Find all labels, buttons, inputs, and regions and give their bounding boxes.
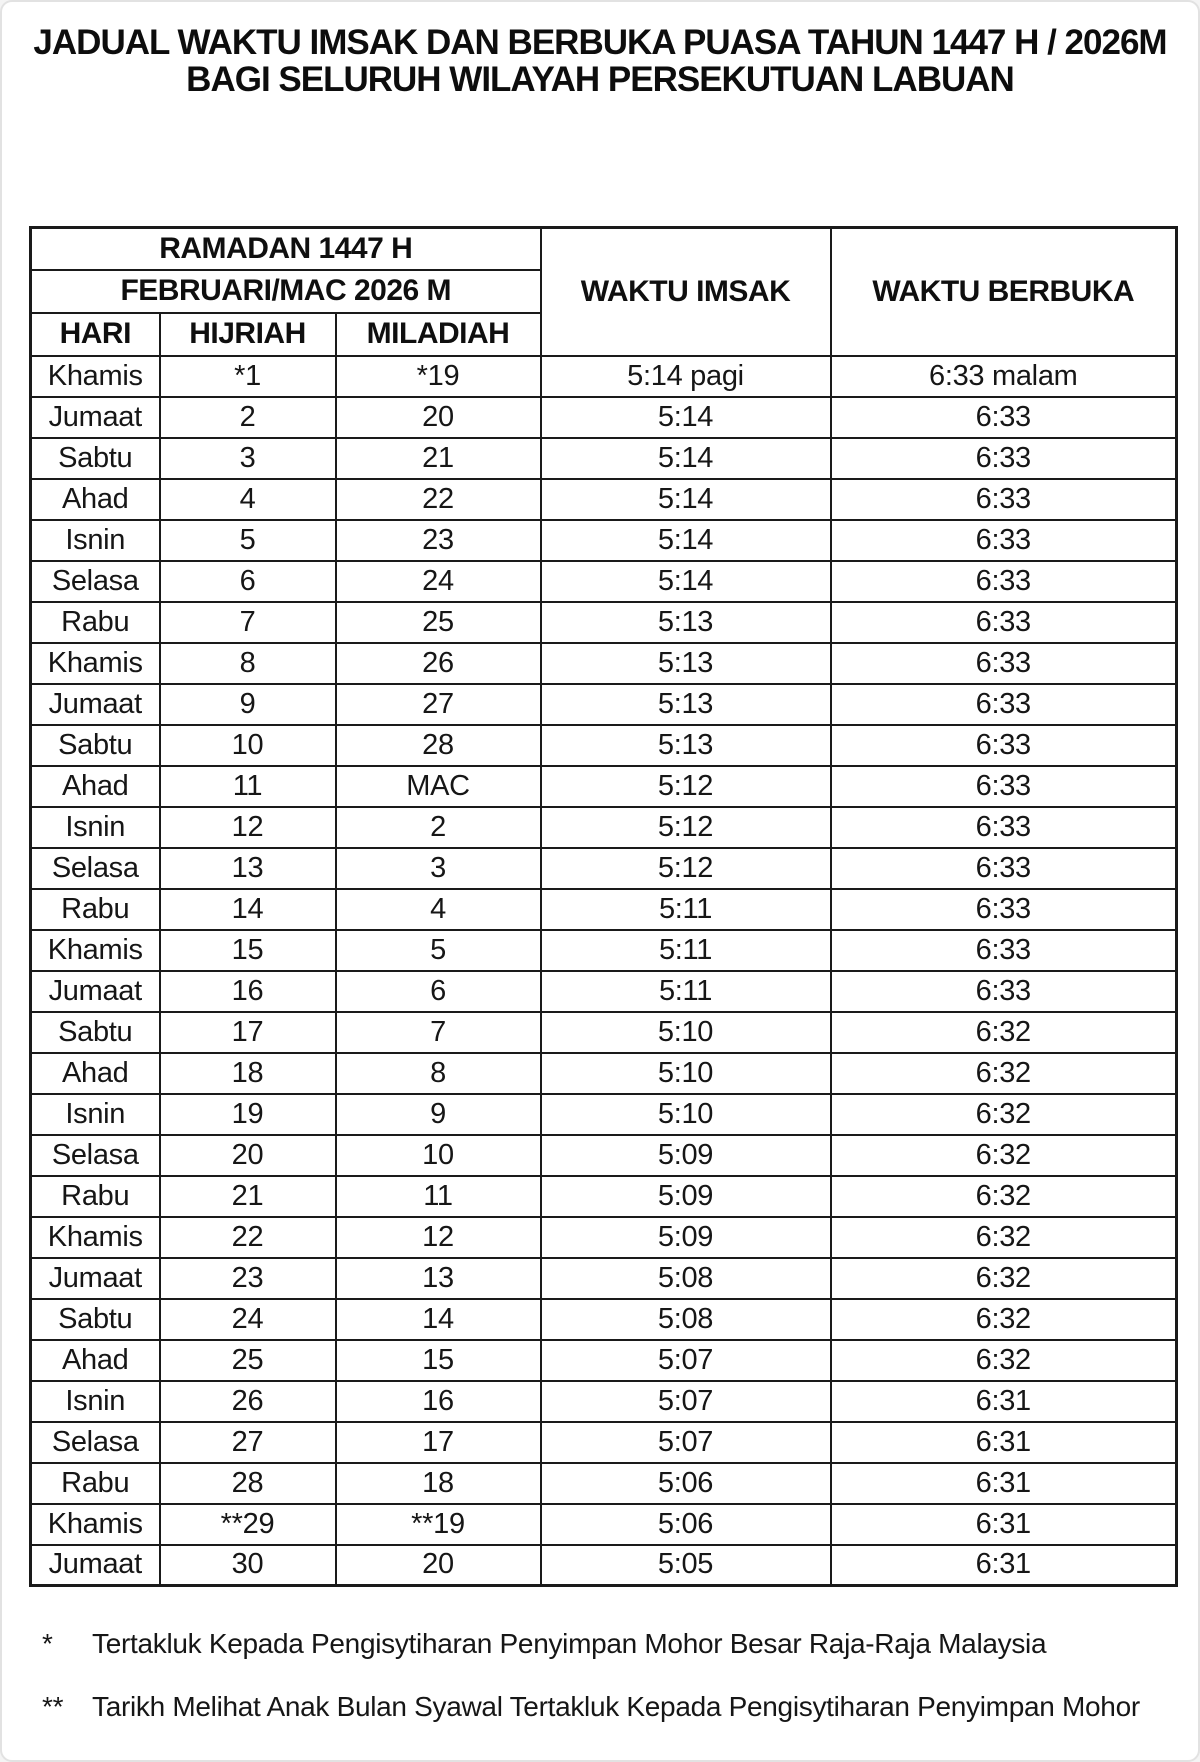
cell-waktu-berbuka: 6:32	[831, 1176, 1177, 1217]
cell-miladiah: 9	[336, 1094, 541, 1135]
page-title-line-1: JADUAL WAKTU IMSAK DAN BERBUKA PUASA TAHUN 1447 H / 2026M	[33, 23, 1167, 62]
cell-miladiah: 20	[336, 397, 541, 438]
footnote-text: Tarikh Melihat Anak Bulan Syawal Tertakluk Kepada Pengisytiharan Penyimpan Mohor	[92, 1691, 1140, 1722]
cell-hari: Ahad	[31, 766, 160, 807]
schedule-row	[31, 889, 1177, 930]
cell-hari: Khamis	[31, 1504, 160, 1545]
cell-hari: Rabu	[31, 1463, 160, 1504]
schedule-row	[31, 1504, 1177, 1545]
cell-waktu-berbuka: 6:33	[831, 807, 1177, 848]
cell-waktu-berbuka: 6:33	[831, 766, 1177, 807]
schedule-row	[31, 356, 1177, 397]
cell-hijriah: 8	[160, 643, 336, 684]
cell-hijriah: 4	[160, 479, 336, 520]
cell-waktu-berbuka: 6:33	[831, 397, 1177, 438]
schedule-row	[31, 1176, 1177, 1217]
schedule-row	[31, 930, 1177, 971]
schedule-row	[31, 1381, 1177, 1422]
schedule-row	[31, 643, 1177, 684]
cell-hari: Sabtu	[31, 1012, 160, 1053]
cell-hijriah: 28	[160, 1463, 336, 1504]
cell-hijriah: 30	[160, 1545, 336, 1586]
cell-waktu-imsak: 5:09	[541, 1217, 831, 1258]
cell-hijriah: 5	[160, 520, 336, 561]
cell-waktu-imsak: 5:11	[541, 930, 831, 971]
cell-hijriah: 18	[160, 1053, 336, 1094]
cell-hari: Rabu	[31, 889, 160, 930]
schedule-row	[31, 725, 1177, 766]
footnote-double-asterisk	[42, 1691, 1172, 1723]
cell-miladiah: 16	[336, 1381, 541, 1422]
cell-hari: Jumaat	[31, 397, 160, 438]
schedule-row	[31, 561, 1177, 602]
footnote-text: Tertakluk Kepada Pengisytiharan Penyimpan Mohor Besar Raja-Raja Malaysia	[92, 1628, 1047, 1659]
cell-miladiah: 25	[336, 602, 541, 643]
cell-waktu-berbuka: 6:33	[831, 889, 1177, 930]
header-waktu-berbuka: WAKTU BERBUKA	[831, 228, 1177, 356]
cell-waktu-imsak: 5:09	[541, 1135, 831, 1176]
cell-miladiah: 21	[336, 438, 541, 479]
cell-waktu-berbuka: 6:32	[831, 1299, 1177, 1340]
cell-hari: Jumaat	[31, 971, 160, 1012]
schedule-row	[31, 1545, 1177, 1586]
cell-hari: Isnin	[31, 1094, 160, 1135]
table-header	[31, 228, 1177, 356]
cell-hari: Selasa	[31, 1135, 160, 1176]
cell-waktu-berbuka: 6:32	[831, 1135, 1177, 1176]
cell-waktu-berbuka: 6:31	[831, 1504, 1177, 1545]
cell-hijriah: 7	[160, 602, 336, 643]
cell-hijriah: 21	[160, 1176, 336, 1217]
cell-miladiah: 23	[336, 520, 541, 561]
cell-hari: Selasa	[31, 1422, 160, 1463]
cell-miladiah: 12	[336, 1217, 541, 1258]
cell-waktu-imsak: 5:11	[541, 971, 831, 1012]
schedule-row	[31, 684, 1177, 725]
header-waktu-imsak: WAKTU IMSAK	[541, 228, 831, 356]
cell-miladiah: 22	[336, 479, 541, 520]
cell-hari: Isnin	[31, 807, 160, 848]
schedule-row	[31, 1463, 1177, 1504]
schedule-row	[31, 807, 1177, 848]
cell-hari: Rabu	[31, 602, 160, 643]
cell-hari: Isnin	[31, 1381, 160, 1422]
cell-hari: Jumaat	[31, 1258, 160, 1299]
cell-waktu-imsak: 5:12	[541, 766, 831, 807]
cell-miladiah: 5	[336, 930, 541, 971]
cell-waktu-berbuka: 6:32	[831, 1012, 1177, 1053]
footnote-marker: **	[42, 1691, 64, 1722]
cell-hijriah: 24	[160, 1299, 336, 1340]
schedule-row	[31, 1299, 1177, 1340]
cell-miladiah: 15	[336, 1340, 541, 1381]
page-title-line-2: BAGI SELURUH WILAYAH PERSEKUTUAN LABUAN	[186, 60, 1014, 100]
cell-waktu-imsak: 5:08	[541, 1299, 831, 1340]
cell-hijriah: 9	[160, 684, 336, 725]
cell-hijriah: 14	[160, 889, 336, 930]
cell-hijriah: 23	[160, 1258, 336, 1299]
cell-hari: Ahad	[31, 1053, 160, 1094]
cell-waktu-berbuka: 6:33	[831, 479, 1177, 520]
cell-miladiah: *19	[336, 356, 541, 397]
cell-waktu-berbuka: 6:33	[831, 561, 1177, 602]
cell-waktu-berbuka: 6:32	[831, 1053, 1177, 1094]
cell-waktu-imsak: 5:08	[541, 1258, 831, 1299]
cell-waktu-berbuka: 6:33	[831, 520, 1177, 561]
cell-waktu-imsak: 5:14	[541, 397, 831, 438]
header-miladiah: MILADIAH	[336, 313, 541, 356]
cell-waktu-berbuka: 6:33	[831, 602, 1177, 643]
cell-miladiah: 6	[336, 971, 541, 1012]
cell-waktu-imsak: 5:14	[541, 479, 831, 520]
cell-hijriah: 2	[160, 397, 336, 438]
cell-hijriah: 19	[160, 1094, 336, 1135]
schedule-row	[31, 1053, 1177, 1094]
cell-hijriah: 12	[160, 807, 336, 848]
cell-hijriah: 13	[160, 848, 336, 889]
footnotes	[42, 1628, 1172, 1754]
cell-waktu-berbuka: 6:33	[831, 684, 1177, 725]
cell-waktu-berbuka: 6:33	[831, 643, 1177, 684]
cell-waktu-imsak: 5:13	[541, 643, 831, 684]
cell-miladiah: 17	[336, 1422, 541, 1463]
cell-hari: Selasa	[31, 561, 160, 602]
cell-waktu-berbuka: 6:33 malam	[831, 356, 1177, 397]
schedule-row	[31, 766, 1177, 807]
cell-waktu-berbuka: 6:32	[831, 1217, 1177, 1258]
cell-waktu-berbuka: 6:31	[831, 1463, 1177, 1504]
header-hijriah: HIJRIAH	[160, 313, 336, 356]
cell-hari: Ahad	[31, 479, 160, 520]
cell-waktu-imsak: 5:14	[541, 438, 831, 479]
cell-hijriah: **29	[160, 1504, 336, 1545]
cell-hari: Sabtu	[31, 438, 160, 479]
cell-waktu-imsak: 5:10	[541, 1094, 831, 1135]
schedule-row	[31, 397, 1177, 438]
cell-waktu-imsak: 5:10	[541, 1053, 831, 1094]
cell-hari: Sabtu	[31, 725, 160, 766]
cell-waktu-berbuka: 6:32	[831, 1094, 1177, 1135]
cell-miladiah: 27	[336, 684, 541, 725]
schedule-row	[31, 1217, 1177, 1258]
cell-miladiah: 7	[336, 1012, 541, 1053]
schedule-row	[31, 971, 1177, 1012]
cell-hari: Sabtu	[31, 1299, 160, 1340]
cell-waktu-berbuka: 6:31	[831, 1422, 1177, 1463]
cell-waktu-imsak: 5:14	[541, 561, 831, 602]
cell-hijriah: 11	[160, 766, 336, 807]
schedule-row	[31, 1094, 1177, 1135]
header-februari-mac: FEBRUARI/MAC 2026 M	[31, 270, 541, 313]
cell-miladiah: 11	[336, 1176, 541, 1217]
cell-waktu-berbuka: 6:31	[831, 1381, 1177, 1422]
cell-hijriah: 25	[160, 1340, 336, 1381]
schedule-row	[31, 1340, 1177, 1381]
cell-waktu-berbuka: 6:32	[831, 1340, 1177, 1381]
cell-waktu-imsak: 5:07	[541, 1381, 831, 1422]
footnote-single-asterisk	[42, 1628, 1172, 1660]
cell-miladiah: 24	[336, 561, 541, 602]
cell-hari: Jumaat	[31, 1545, 160, 1586]
header-hari: HARI	[31, 313, 160, 356]
cell-waktu-imsak: 5:12	[541, 848, 831, 889]
cell-waktu-imsak: 5:10	[541, 1012, 831, 1053]
cell-hijriah: 15	[160, 930, 336, 971]
cell-waktu-imsak: 5:06	[541, 1504, 831, 1545]
cell-hijriah: 17	[160, 1012, 336, 1053]
cell-hijriah: 20	[160, 1135, 336, 1176]
cell-hari: Ahad	[31, 1340, 160, 1381]
cell-waktu-berbuka: 6:31	[831, 1545, 1177, 1586]
cell-miladiah: 3	[336, 848, 541, 889]
cell-miladiah: 26	[336, 643, 541, 684]
cell-waktu-imsak: 5:14 pagi	[541, 356, 831, 397]
cell-waktu-berbuka: 6:33	[831, 930, 1177, 971]
cell-hijriah: 22	[160, 1217, 336, 1258]
cell-hari: Selasa	[31, 848, 160, 889]
cell-miladiah: 4	[336, 889, 541, 930]
cell-hijriah: 6	[160, 561, 336, 602]
schedule-row	[31, 1135, 1177, 1176]
cell-waktu-berbuka: 6:33	[831, 438, 1177, 479]
cell-miladiah: 2	[336, 807, 541, 848]
cell-hari: Khamis	[31, 643, 160, 684]
cell-miladiah: 14	[336, 1299, 541, 1340]
page-title	[2, 2, 1198, 98]
cell-miladiah: 20	[336, 1545, 541, 1586]
schedule-row	[31, 520, 1177, 561]
cell-waktu-imsak: 5:05	[541, 1545, 831, 1586]
cell-waktu-imsak: 5:06	[541, 1463, 831, 1504]
schedule-row	[31, 1012, 1177, 1053]
cell-hari: Khamis	[31, 356, 160, 397]
header-ramadan-1447: RAMADAN 1447 H	[31, 228, 541, 270]
footnote-marker: *	[42, 1628, 53, 1659]
cell-waktu-imsak: 5:13	[541, 602, 831, 643]
schedule-row	[31, 602, 1177, 643]
cell-miladiah: 8	[336, 1053, 541, 1094]
cell-waktu-imsak: 5:12	[541, 807, 831, 848]
cell-waktu-imsak: 5:14	[541, 520, 831, 561]
schedule-row	[31, 479, 1177, 520]
cell-waktu-berbuka: 6:32	[831, 1258, 1177, 1299]
cell-waktu-imsak: 5:07	[541, 1422, 831, 1463]
cell-waktu-imsak: 5:09	[541, 1176, 831, 1217]
schedule-row	[31, 1422, 1177, 1463]
cell-hari: Rabu	[31, 1176, 160, 1217]
cell-hijriah: 3	[160, 438, 336, 479]
schedule-row	[31, 1258, 1177, 1299]
cell-waktu-imsak: 5:13	[541, 684, 831, 725]
cell-waktu-berbuka: 6:33	[831, 971, 1177, 1012]
cell-waktu-berbuka: 6:33	[831, 848, 1177, 889]
cell-hari: Jumaat	[31, 684, 160, 725]
cell-hijriah: 16	[160, 971, 336, 1012]
cell-hijriah: 10	[160, 725, 336, 766]
cell-waktu-imsak: 5:13	[541, 725, 831, 766]
cell-miladiah: 18	[336, 1463, 541, 1504]
header-row-hijri-year	[31, 228, 1177, 270]
cell-waktu-imsak: 5:07	[541, 1340, 831, 1381]
cell-miladiah: 28	[336, 725, 541, 766]
cell-waktu-berbuka: 6:33	[831, 725, 1177, 766]
cell-hijriah: 27	[160, 1422, 336, 1463]
cell-hari: Isnin	[31, 520, 160, 561]
cell-hijriah: 26	[160, 1381, 336, 1422]
schedule-body	[31, 356, 1177, 1586]
schedule-row	[31, 848, 1177, 889]
imsak-berbuka-table	[29, 226, 1178, 1587]
cell-miladiah: 13	[336, 1258, 541, 1299]
cell-miladiah: MAC	[336, 766, 541, 807]
cell-hijriah: *1	[160, 356, 336, 397]
cell-miladiah: **19	[336, 1504, 541, 1545]
cell-hari: Khamis	[31, 930, 160, 971]
cell-miladiah: 10	[336, 1135, 541, 1176]
cell-hari: Khamis	[31, 1217, 160, 1258]
schedule-row	[31, 438, 1177, 479]
cell-waktu-imsak: 5:11	[541, 889, 831, 930]
